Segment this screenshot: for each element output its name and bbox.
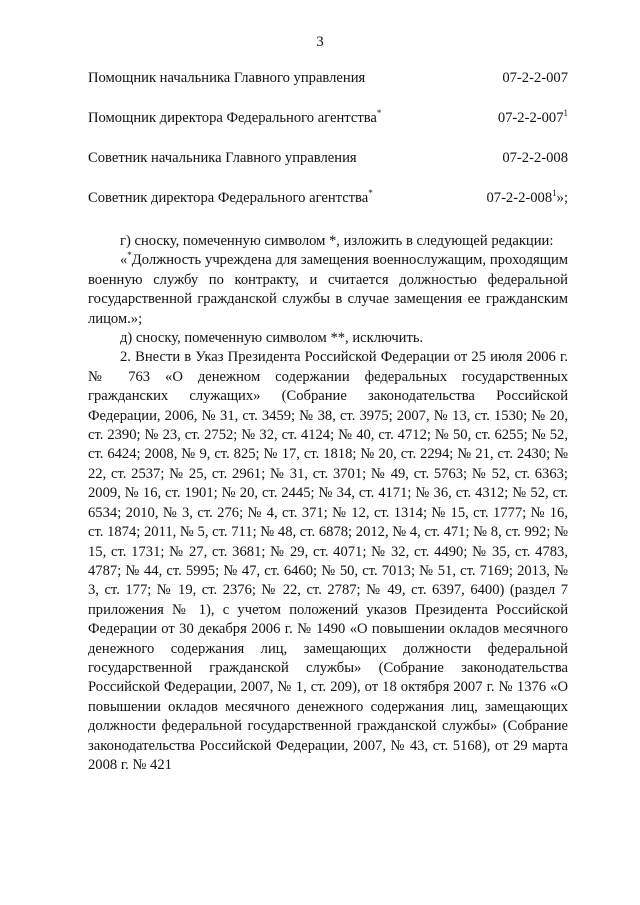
position-row	[88, 70, 568, 110]
footnote-quote: «*Должность учреждена для замещения военнослужащим, проходящим военную службу по контракту, и считается должностью федеральной государственной гражданской службы в случае замещения ее гражданским лицом.»;	[88, 250, 568, 327]
position-title: Советник директора Федерального агентства*	[88, 188, 373, 206]
paragraph-d: д) сноску, помеченную символом **, исключить.	[120, 330, 424, 347]
positions-list	[88, 70, 568, 230]
page-number: 3	[316, 34, 324, 50]
position-row	[88, 150, 568, 190]
document-body	[88, 232, 568, 775]
position-title: Советник начальника Главного управления	[88, 150, 357, 166]
position-code: $07-2-2-007^1$	[497, 108, 568, 126]
position-code: 07-2-2-008	[502, 150, 568, 166]
position-title: Помощник начальника Главного управления	[88, 70, 366, 86]
paragraph-2: 2. Внести в Указ Президента Российской Федерации от 25 июля 2006 г. № 763 «О денежном содержании федеральных государственных гражданских служащих» (Собрание законодательства Российской Федерации, 2006, № 31, ст. 3459; № 38, ст. 3975; 2007, № 13, ст. 1530; № 20, ст. 2390; № 23, ст. 2752; № 32, ст. 4124; № 40, ст. 4712; № 50, ст. 6255; № 52, ст. 6424; 2008, № 9, ст. 825; № 17, ст. 1818; № 20, ст. 2294; № 21, ст. 2430; № 22, ст. 2537; № 25, ст. 2961; № 31, ст. 3701; № 49, ст. 5763; № 52, ст. 6363; 2009, № 16, ст. 1901; № 20, ст. 2445; № 34, ст. 4171; № 36, ст. 4312; № 52, ст. 6534; 2010, № 3, ст. 276; № 4, ст. 371; № 12, ст. 1314; № 15, ст. 1777; № 16, ст. 1874; 2011, № 5, ст. 711; № 48, ст. 6878; 2012, № 4, ст. 471; № 8, ст. 992; № 15, ст. 1731; № 27, ст. 3681; № 29, ст. 4071; № 32, ст. 4490; № 35, ст. 4783, 4787; № 44, ст. 5995; № 47, ст. 6460; № 50, ст. 7013; № 51, ст. 7169; 2013, № 3, ст. 177; № 19, ст. 2376; № 22, ст. 2787; № 49, ст. 6397, 6400) (раздел 7 приложения № 1), с учетом положений указов Президента Российской Федерации от 30 декабря 2006 г. № 1490 «О повышении окладов месячного денежного содержания лиц, замещающих должности федеральной государственной гражданской службы» (Собрание законодательства Российской Федерации, 2007, № 1, ст. 209), от 18 октября 2007 г. № 1376 «О повышении окладов месячного денежного содержания лиц, замещающих должности федеральной государственной гражданской службы» (Собрание законодательства Российской Федерации, 2007, № 43, ст. 5168), от 29 марта 2008 г. № 421	[88, 349, 568, 773]
position-row	[88, 110, 568, 150]
position-code: $07-2-2-008^1$»;	[486, 188, 568, 206]
paragraph-g: г) сноску, помеченную символом *, изложить в следующей редакции:	[120, 233, 554, 249]
position-title: Помощник директора Федерального агентства*	[88, 108, 382, 126]
position-code: 07-2-2-007	[502, 70, 568, 86]
position-row	[88, 190, 568, 230]
